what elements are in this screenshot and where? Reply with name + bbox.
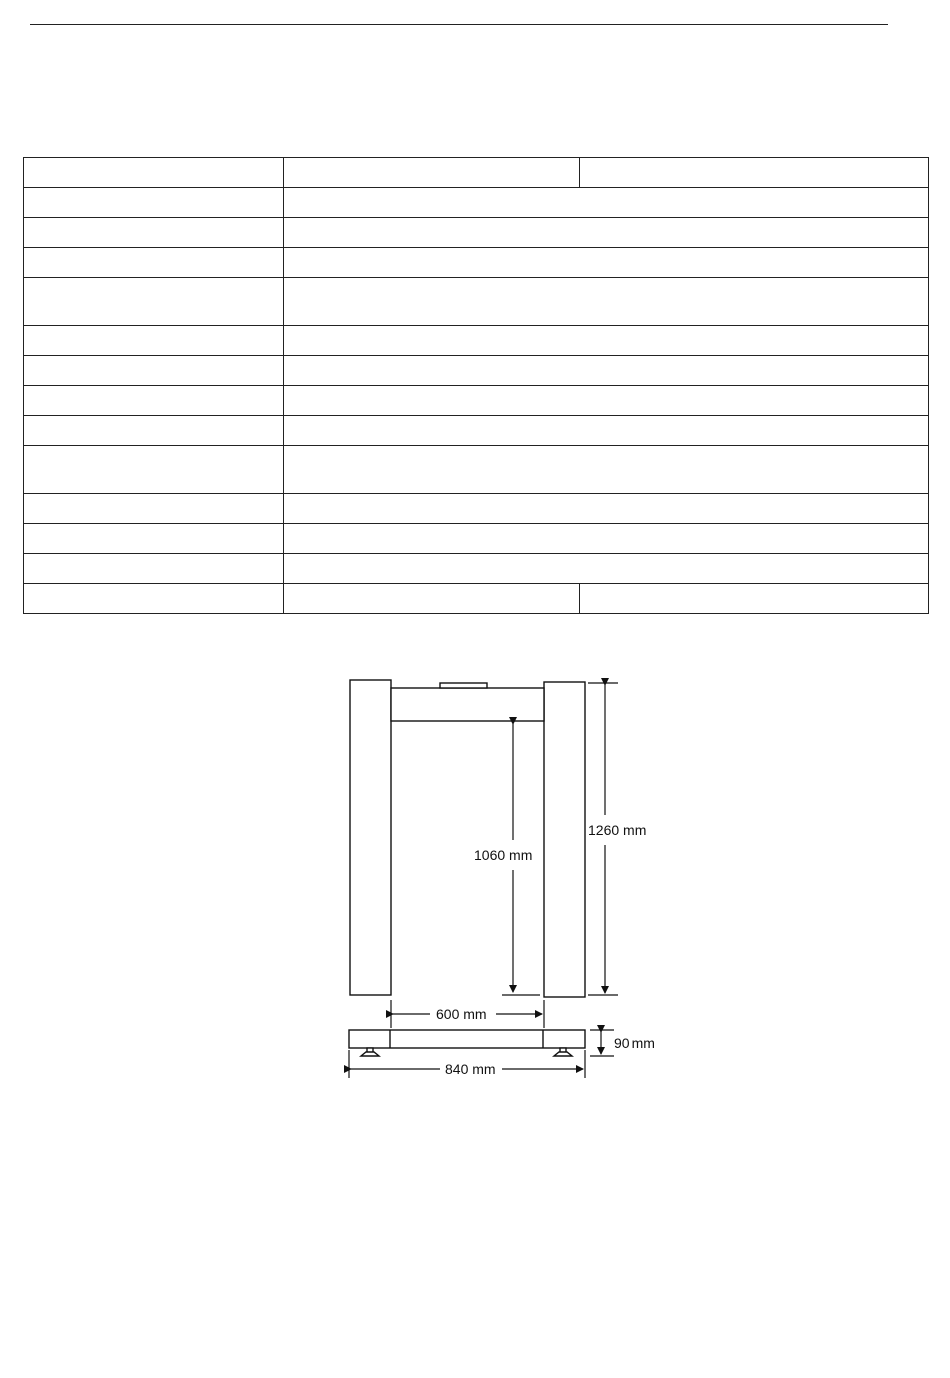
- spec-table-cell: [284, 584, 580, 614]
- gate-diagram-svg: [330, 670, 690, 1100]
- spec-table-cell: [284, 446, 929, 494]
- gate-base-view: [349, 1030, 585, 1056]
- left-pillar: [350, 680, 391, 995]
- spec-table-cell: [24, 386, 284, 416]
- spec-table: [23, 157, 929, 614]
- spec-table-cell: [284, 158, 580, 188]
- spec-table-cell: [24, 218, 284, 248]
- spec-table-cell: [24, 446, 284, 494]
- spec-table-row: [24, 248, 929, 278]
- inner-width-label: 600 mm: [436, 1006, 487, 1022]
- spec-table-cell: [284, 218, 929, 248]
- base-height-dimension: [590, 1030, 614, 1056]
- spec-table-cell: [284, 356, 929, 386]
- spec-table-cell: [24, 326, 284, 356]
- base-height-value: 90: [614, 1035, 630, 1051]
- gate-dimension-diagram: [330, 670, 690, 1100]
- spec-table-cell: [284, 524, 929, 554]
- spec-table-row: [24, 584, 929, 614]
- spec-table-row: [24, 188, 929, 218]
- top-beam: [391, 688, 544, 721]
- spec-table-row: [24, 386, 929, 416]
- spec-table-cell: [24, 278, 284, 326]
- spec-table-row: [24, 356, 929, 386]
- spec-table-row: [24, 416, 929, 446]
- spec-table-cell: [284, 416, 929, 446]
- spec-table-row: [24, 524, 929, 554]
- spec-table-row: [24, 494, 929, 524]
- spec-table-cell: [284, 386, 929, 416]
- spec-table-cell: [24, 554, 284, 584]
- spec-table-cell: [24, 248, 284, 278]
- spec-table-row: [24, 218, 929, 248]
- top-control-box: [440, 683, 487, 688]
- left-foot: [361, 1048, 379, 1056]
- spec-table-cell: [24, 494, 284, 524]
- spec-table-cell: [24, 524, 284, 554]
- base-height-label: [614, 1035, 655, 1051]
- spec-table-cell: [24, 356, 284, 386]
- spec-table-row: [24, 554, 929, 584]
- spec-table-cell: [284, 326, 929, 356]
- base-plate: [349, 1030, 585, 1048]
- total-width-label: 840 mm: [445, 1061, 496, 1077]
- spec-table-cell: [580, 584, 929, 614]
- spec-table-cell: [284, 188, 929, 218]
- spec-table-cell: [284, 554, 929, 584]
- right-foot: [554, 1048, 572, 1056]
- spec-table-cell: [284, 248, 929, 278]
- spec-table-cell: [24, 584, 284, 614]
- total-height-label: 1260 mm: [588, 822, 647, 838]
- total-height-dimension: [588, 683, 618, 995]
- spec-table-cell: [24, 158, 284, 188]
- spec-table-body: [24, 158, 929, 614]
- inner-height-label: 1060 mm: [474, 847, 533, 863]
- spec-table-row: [24, 278, 929, 326]
- spec-table-row: [24, 326, 929, 356]
- right-pillar: [544, 682, 585, 997]
- spec-table-cell: [580, 158, 929, 188]
- spec-table-cell: [24, 188, 284, 218]
- spec-table-cell: [284, 278, 929, 326]
- gate-front-view: [350, 680, 585, 997]
- spec-table-cell: [24, 416, 284, 446]
- header-rule: [30, 24, 888, 25]
- base-height-unit: mm: [631, 1035, 655, 1051]
- spec-table-cell: [284, 494, 929, 524]
- spec-table-row: [24, 446, 929, 494]
- spec-table-row: [24, 158, 929, 188]
